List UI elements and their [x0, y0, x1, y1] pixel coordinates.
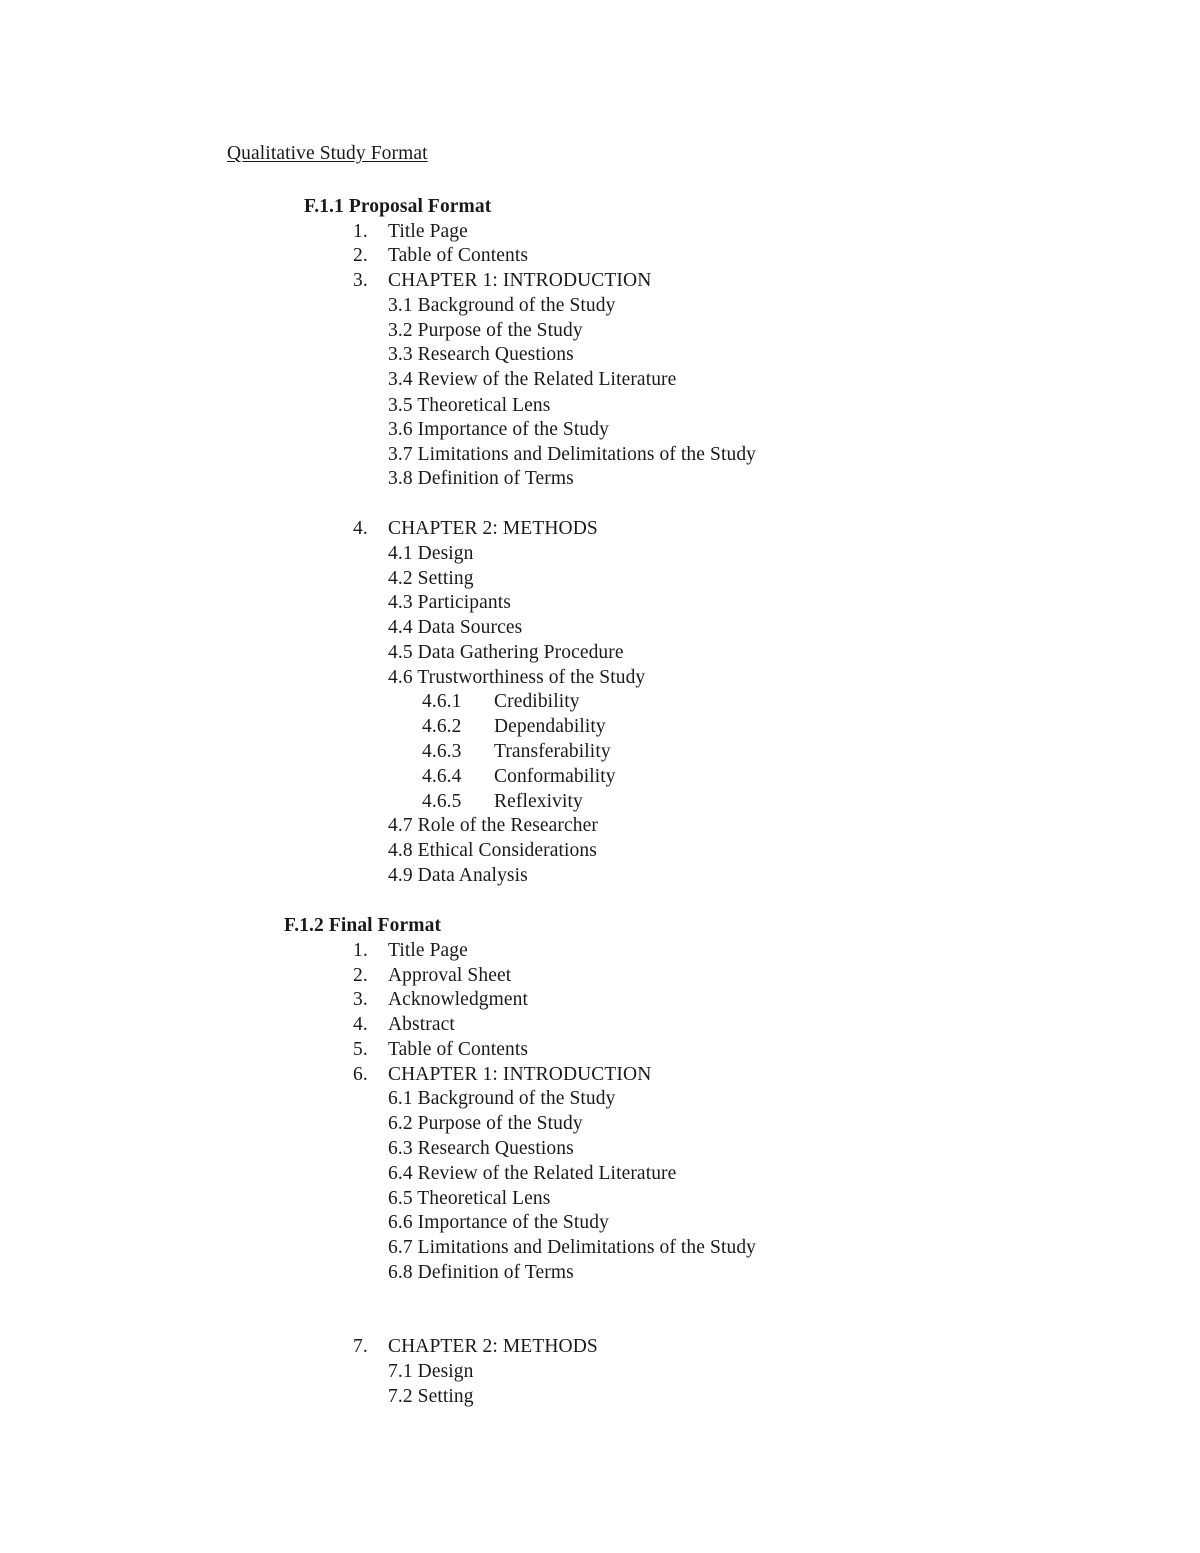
sub-item: 6.4 Review of the Related Literature [388, 1163, 677, 1184]
sub-item: 4.6 Trustworthiness of the Study [388, 667, 646, 688]
sub-item: 4.3 Participants [388, 592, 511, 613]
sub-item: 7.2 Setting [388, 1386, 474, 1407]
sub-item: 3.2 Purpose of the Study [388, 320, 583, 341]
sub-item: 6.5 Theoretical Lens [388, 1188, 551, 1209]
list-item-number: 4. [353, 1014, 368, 1035]
sub-sub-item: Reflexivity [494, 791, 583, 812]
sub-sub-item-number: 4.6.3 [422, 741, 462, 762]
list-item: CHAPTER 2: METHODS [388, 518, 598, 539]
sub-sub-item-number: 4.6.5 [422, 791, 462, 812]
proposal-heading: F.1.1 Proposal Format [304, 196, 492, 217]
list-item-number: 3. [353, 270, 368, 291]
sub-sub-item: Conformability [494, 766, 616, 787]
final-heading: F.1.2 Final Format [284, 915, 442, 936]
list-item-number: 2. [353, 245, 368, 266]
list-item-number: 1. [353, 940, 368, 961]
sub-item: 4.1 Design [388, 543, 474, 564]
sub-item: 3.3 Research Questions [388, 344, 574, 365]
sub-item: 6.7 Limitations and Delimitations of the Study [388, 1237, 757, 1258]
sub-item: 4.9 Data Analysis [388, 865, 528, 886]
sub-item: 7.1 Design [388, 1361, 474, 1382]
sub-sub-item-number: 4.6.1 [422, 691, 462, 712]
sub-item: 3.8 Definition of Terms [388, 468, 574, 489]
sub-sub-item: Dependability [494, 716, 606, 737]
list-item: Table of Contents [388, 245, 529, 266]
sub-item: 6.1 Background of the Study [388, 1088, 616, 1109]
list-item: Table of Contents [388, 1039, 529, 1060]
list-item: CHAPTER 2: METHODS [388, 1336, 598, 1357]
list-item: CHAPTER 1: INTRODUCTION [388, 270, 652, 291]
sub-item: 3.4 Review of the Related Literature [388, 369, 677, 390]
list-item: CHAPTER 1: INTRODUCTION [388, 1064, 652, 1085]
sub-sub-item: Transferability [494, 741, 611, 762]
sub-item: 4.7 Role of the Researcher [388, 815, 598, 836]
sub-sub-item: Credibility [494, 691, 580, 712]
sub-sub-item-number: 4.6.2 [422, 716, 462, 737]
list-item: Approval Sheet [388, 965, 512, 986]
sub-item: 6.3 Research Questions [388, 1138, 574, 1159]
list-item: Abstract [388, 1014, 455, 1035]
sub-item: 6.2 Purpose of the Study [388, 1113, 583, 1134]
list-item-number: 3. [353, 989, 368, 1010]
sub-item: 3.1 Background of the Study [388, 295, 616, 316]
list-item: Title Page [388, 940, 468, 961]
sub-item: 3.5 Theoretical Lens [388, 395, 551, 416]
list-item-number: 1. [353, 221, 368, 242]
sub-item: 3.7 Limitations and Delimitations of the Study [388, 444, 757, 465]
list-item-number: 7. [353, 1336, 368, 1357]
sub-item: 4.4 Data Sources [388, 617, 523, 638]
sub-item: 6.6 Importance of the Study [388, 1212, 609, 1233]
sub-item: 4.5 Data Gathering Procedure [388, 642, 624, 663]
sub-item: 6.8 Definition of Terms [388, 1262, 574, 1283]
sub-sub-item-number: 4.6.4 [422, 766, 462, 787]
document-title: Qualitative Study Format [227, 143, 428, 164]
sub-item: 4.8 Ethical Considerations [388, 840, 597, 861]
list-item: Acknowledgment [388, 989, 529, 1010]
list-item-number: 4. [353, 518, 368, 539]
sub-item: 4.2 Setting [388, 568, 474, 589]
list-item-number: 5. [353, 1039, 368, 1060]
list-item-number: 2. [353, 965, 368, 986]
list-item: Title Page [388, 221, 468, 242]
list-item-number: 6. [353, 1064, 368, 1085]
sub-item: 3.6 Importance of the Study [388, 419, 609, 440]
